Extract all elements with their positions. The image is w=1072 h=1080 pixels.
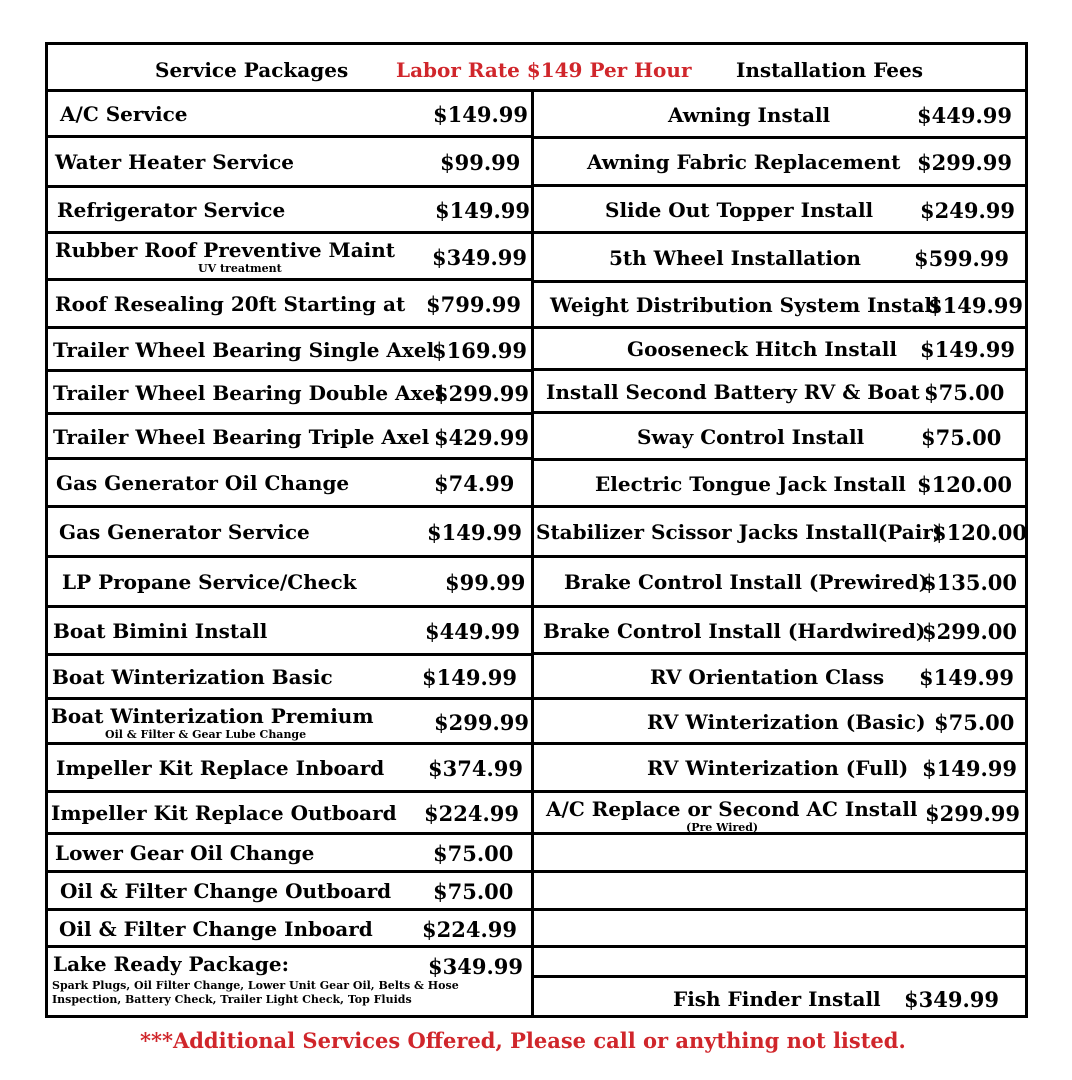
left-service-name: Boat Bimini Install: [53, 619, 268, 643]
right-row: [534, 745, 1025, 793]
left-row: [48, 873, 531, 911]
price-sheet: [45, 42, 1028, 1018]
right-service-price: $75.00: [934, 710, 1015, 735]
right-service-price: $149.99: [920, 337, 1015, 362]
left-service-name: Lake Ready Package:: [53, 952, 289, 976]
right-service-name: RV Winterization (Basic): [647, 710, 926, 734]
right-service-price: $449.99: [917, 103, 1012, 128]
left-service-name: Boat Winterization Premium: [51, 704, 374, 728]
left-service-name: LP Propane Service/Check: [62, 570, 357, 594]
left-row: [48, 911, 531, 948]
left-service-price: $149.99: [427, 520, 522, 545]
right-service-price: $149.99: [922, 756, 1017, 781]
left-service-price: $349.99: [432, 245, 527, 270]
installation-fees-heading: Installation Fees: [736, 58, 924, 82]
left-service-price: $99.99: [440, 150, 521, 175]
left-service-price: $75.00: [433, 879, 514, 904]
right-row: [534, 508, 1025, 558]
right-row: [534, 873, 1025, 911]
left-service-note: Oil & Filter & Gear Lube Change: [105, 728, 307, 741]
left-row: [48, 329, 531, 372]
right-row: [534, 139, 1025, 187]
left-service-name: Trailer Wheel Bearing Double Axel: [53, 381, 443, 405]
right-service-name: Electric Tongue Jack Install: [595, 472, 906, 496]
left-service-name: Rubber Roof Preventive Maint: [55, 238, 396, 262]
left-service-name: Refrigerator Service: [57, 198, 286, 222]
left-service-name: Impeller Kit Replace Inboard: [56, 756, 385, 780]
left-service-name: Impeller Kit Replace Outboard: [51, 801, 397, 825]
right-row: [534, 558, 1025, 608]
right-row: [534, 461, 1025, 508]
left-service-note: Spark Plugs, Oil Filter Change, Lower Unit Gear Oil, Belts & Hose Inspection, Battery Check, Trailer Light Check, Top Fluids: [52, 979, 459, 1006]
left-service-name: A/C Service: [60, 102, 188, 126]
left-row: [48, 92, 531, 138]
left-row: [48, 508, 531, 558]
left-row: [48, 745, 531, 793]
left-row: [48, 415, 531, 460]
right-service-name: Fish Finder Install: [673, 987, 881, 1011]
right-service-name: Awning Fabric Replacement: [587, 150, 901, 174]
labor-rate-heading: Labor Rate $149 Per Hour: [396, 58, 692, 82]
left-row: [48, 460, 531, 508]
left-service-price: $224.99: [424, 801, 519, 826]
left-service-name: Oil & Filter Change Inboard: [59, 917, 373, 941]
left-service-price: $224.99: [422, 917, 517, 942]
right-service-name: Awning Install: [668, 103, 831, 127]
right-row: [534, 608, 1025, 655]
left-service-price: $99.99: [445, 570, 526, 595]
right-row: [534, 700, 1025, 745]
left-row: [48, 793, 531, 835]
service-packages-column: [48, 92, 534, 1015]
right-service-price: $299.99: [917, 150, 1012, 175]
right-row: [534, 92, 1025, 139]
left-service-name: Boat Winterization Basic: [52, 665, 333, 689]
left-service-name: Trailer Wheel Bearing Triple Axel: [53, 425, 430, 449]
right-service-name: RV Winterization (Full): [647, 756, 909, 780]
left-service-price: $149.99: [435, 198, 530, 223]
right-service-note: (Pre Wired): [686, 821, 759, 834]
right-service-price: $75.00: [921, 425, 1002, 450]
right-service-price: $349.99: [904, 987, 999, 1012]
left-service-name: Oil & Filter Change Outboard: [60, 879, 392, 903]
left-row: [48, 138, 531, 188]
right-service-name: RV Orientation Class: [650, 665, 885, 689]
left-service-price: $349.99: [428, 954, 523, 979]
right-row: [534, 329, 1025, 371]
right-row: [534, 283, 1025, 329]
right-service-price: $135.00: [922, 570, 1017, 595]
left-service-price: $169.99: [432, 338, 527, 363]
right-service-price: $120.00: [932, 520, 1027, 545]
right-service-name: 5th Wheel Installation: [609, 246, 861, 270]
sheet-header: [48, 45, 1025, 92]
right-row: [534, 414, 1025, 461]
left-service-price: $149.99: [422, 665, 517, 690]
right-row: [534, 978, 1025, 1021]
right-service-name: Weight Distribution System Install: [550, 293, 940, 317]
left-service-note: UV treatment: [198, 262, 282, 275]
left-service-price: $429.99: [434, 425, 529, 450]
left-service-price: $75.00: [433, 841, 514, 866]
right-service-name: Brake Control Install (Prewired): [564, 570, 929, 594]
left-service-price: $299.99: [434, 710, 529, 735]
right-row: [534, 655, 1025, 700]
left-service-name: Gas Generator Oil Change: [56, 471, 350, 495]
right-row: [534, 835, 1025, 873]
right-row: [534, 911, 1025, 948]
right-service-name: A/C Replace or Second AC Install: [546, 797, 918, 821]
left-service-name: Roof Resealing 20ft Starting at: [55, 292, 406, 316]
left-row: [48, 188, 531, 234]
left-row: [48, 835, 531, 873]
right-service-name: Brake Control Install (Hardwired): [543, 619, 926, 643]
left-row: [48, 234, 531, 281]
right-row: [534, 187, 1025, 234]
left-service-name: Lower Gear Oil Change: [55, 841, 315, 865]
right-service-name: Gooseneck Hitch Install: [627, 337, 897, 361]
left-service-price: $149.99: [433, 102, 528, 127]
right-service-price: $249.99: [920, 198, 1015, 223]
right-service-name: Install Second Battery RV & Boat: [546, 380, 920, 404]
right-service-price: $120.00: [917, 472, 1012, 497]
left-service-price: $74.99: [434, 471, 515, 496]
left-service-price: $374.99: [428, 756, 523, 781]
left-service-name: Water Heater Service: [55, 150, 295, 174]
right-service-price: $149.99: [928, 293, 1023, 318]
left-service-price: $799.99: [426, 292, 521, 317]
right-row: [534, 234, 1025, 283]
left-row: [48, 948, 531, 1021]
right-service-price: $75.00: [924, 380, 1005, 405]
left-service-price: $299.99: [434, 381, 529, 406]
left-row: [48, 700, 531, 745]
right-row: [534, 793, 1025, 835]
left-service-name: Trailer Wheel Bearing Single Axel: [53, 338, 435, 362]
right-service-price: $299.99: [925, 801, 1020, 826]
right-row: [534, 948, 1025, 978]
service-packages-heading: Service Packages: [155, 58, 349, 82]
right-service-price: $299.00: [922, 619, 1017, 644]
right-service-price: $599.99: [914, 246, 1009, 271]
left-row: [48, 281, 531, 329]
footer-note: ***Additional Services Offered, Please call or anything not listed.: [140, 1028, 906, 1053]
left-row: [48, 608, 531, 656]
right-service-name: Slide Out Topper Install: [605, 198, 874, 222]
left-row: [48, 558, 531, 608]
right-row: [534, 371, 1025, 414]
right-service-name: Sway Control Install: [637, 425, 865, 449]
left-row: [48, 372, 531, 415]
right-service-price: $149.99: [919, 665, 1014, 690]
left-service-name: Gas Generator Service: [59, 520, 310, 544]
left-row: [48, 656, 531, 700]
installation-fees-column: [534, 92, 1025, 1015]
right-service-name: Stabilizer Scissor Jacks Install(Pair): [536, 520, 943, 544]
left-service-price: $449.99: [425, 619, 520, 644]
